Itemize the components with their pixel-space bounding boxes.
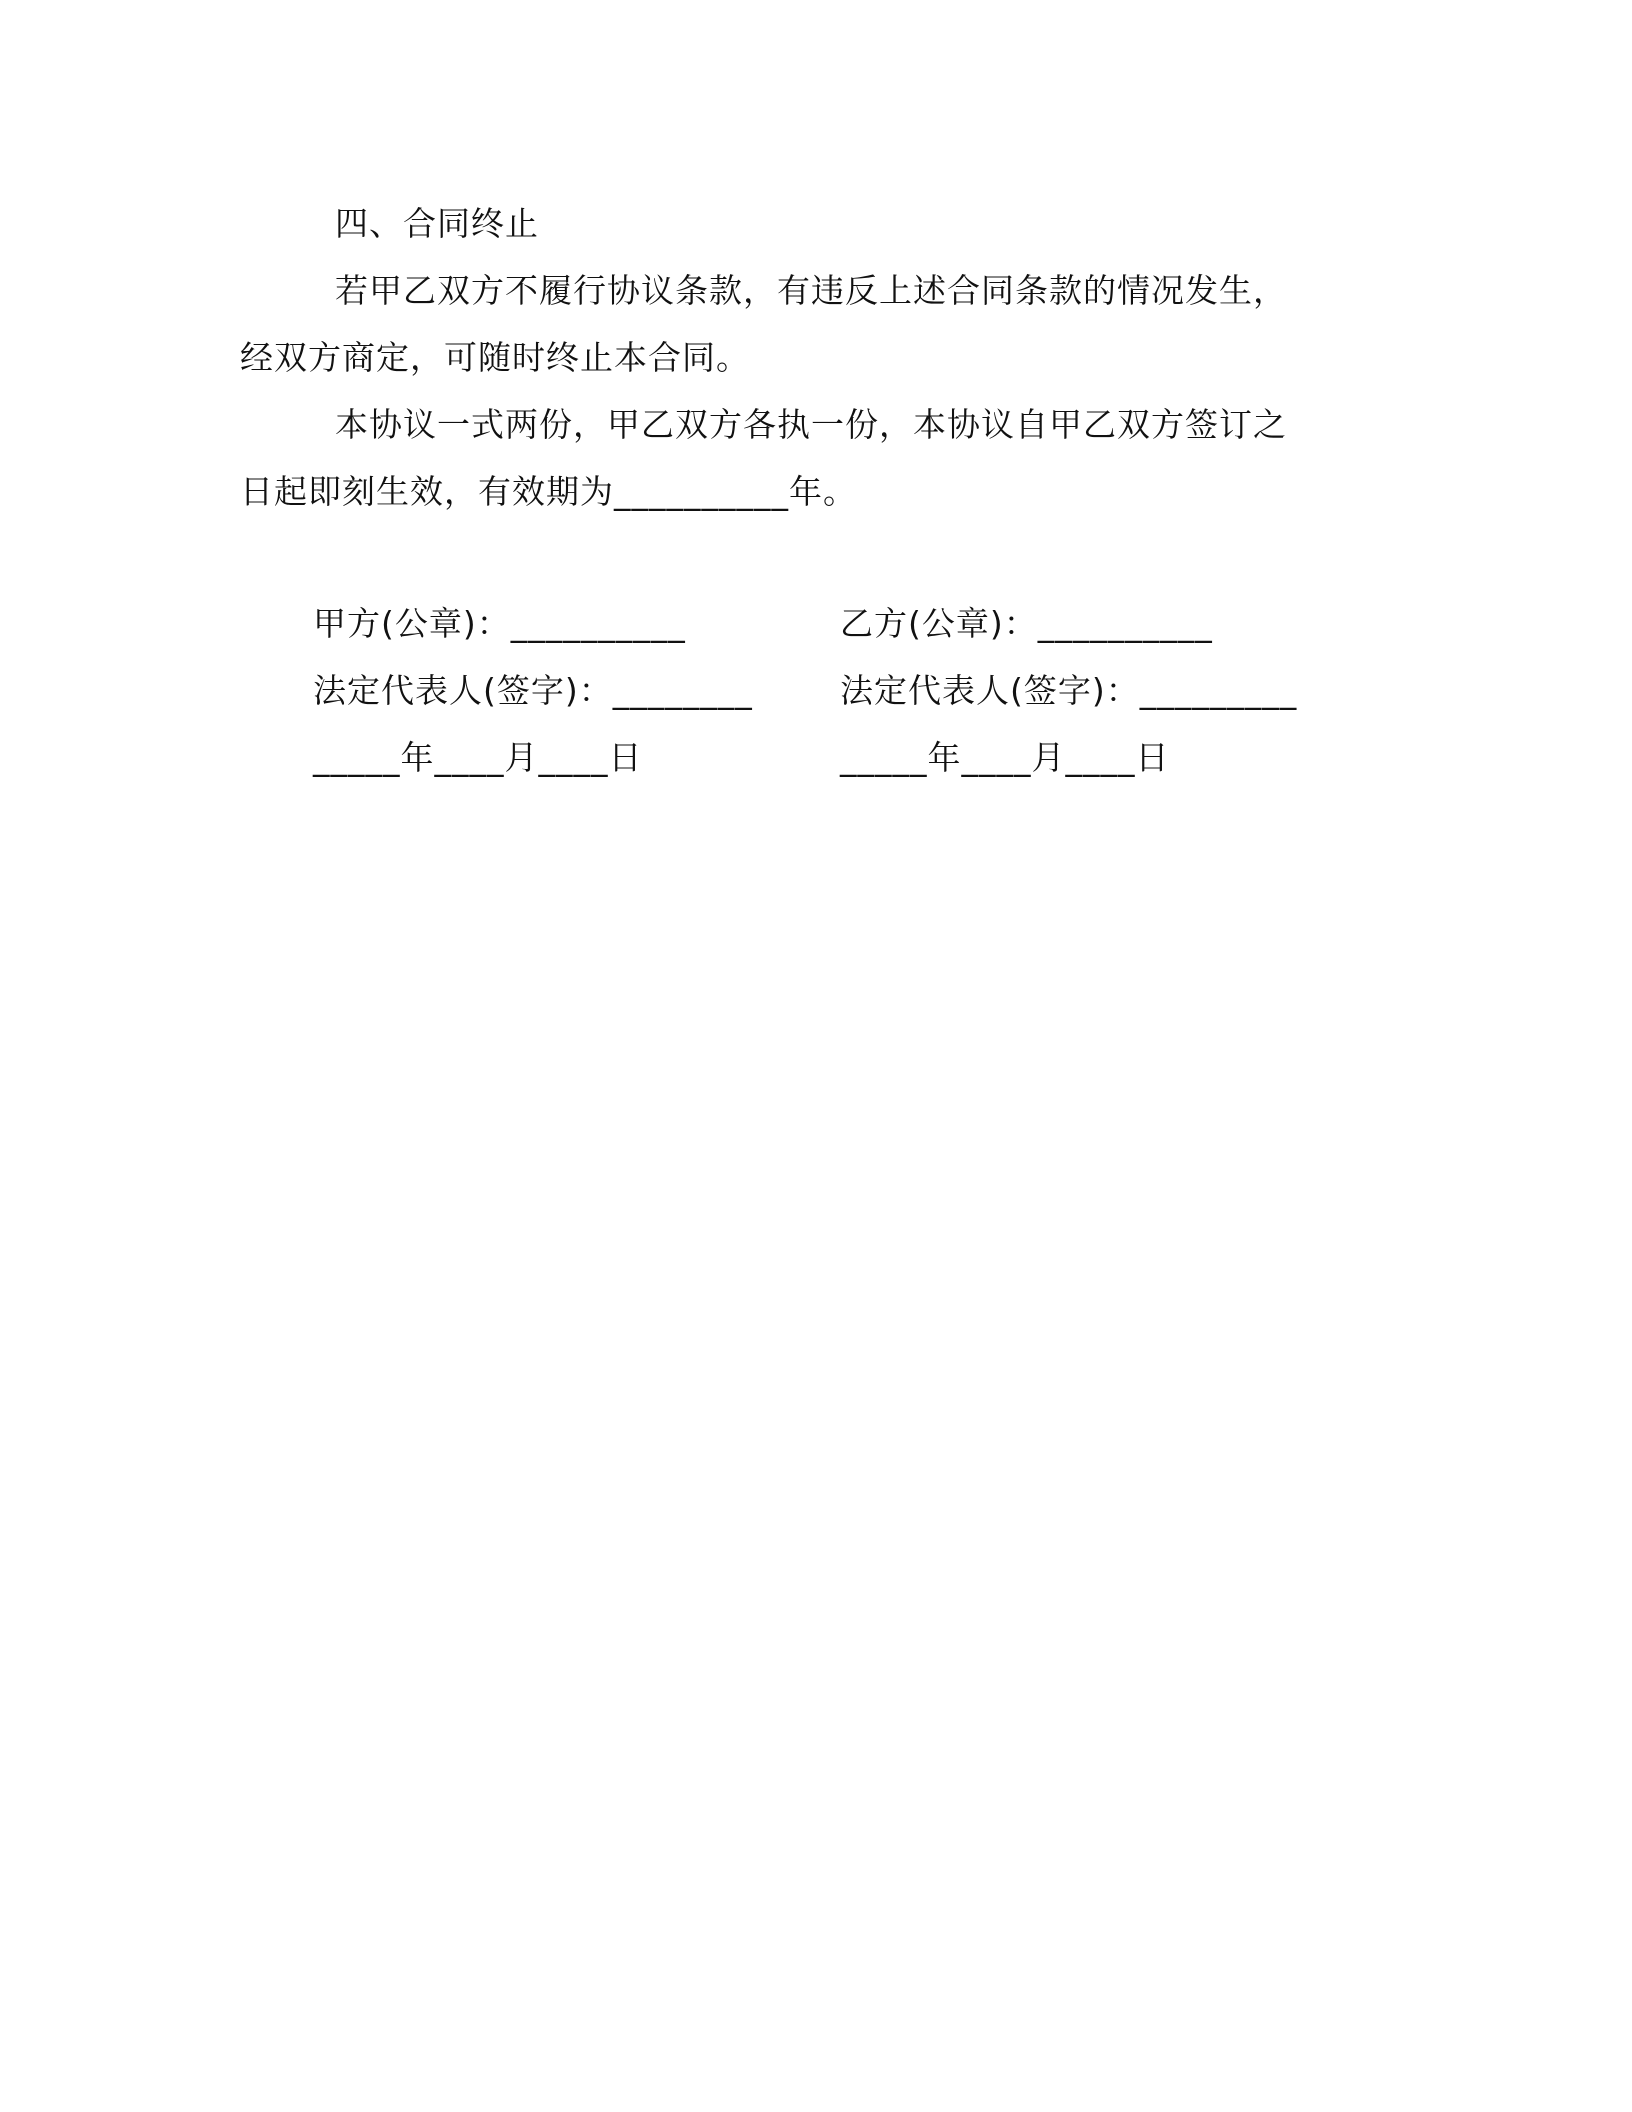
contract-body (240, 190, 1380, 525)
party-a-date-line: _____年____月____日 (313, 738, 643, 777)
party-b-date-line: _____年____月____日 (840, 738, 1170, 777)
section-heading: 四、合同终止 (335, 204, 539, 243)
party-a-representative-line: 法定代表人(签字)：________ (313, 671, 753, 710)
paragraph-2-line-1: 本协议一式两份，甲乙双方各执一份，本协议自甲乙双方签订之 (335, 405, 1287, 444)
paragraph-1-line-2: 经双方商定，可随时终止本合同。 (240, 338, 750, 377)
party-b-signature-block (840, 590, 1297, 791)
party-b-seal-line: 乙方(公章)：__________ (840, 604, 1213, 643)
paragraph-2-line-2: 日起即刻生效，有效期为__________年。 (240, 472, 857, 511)
party-a-seal-line: 甲方(公章)：__________ (313, 604, 686, 643)
party-a-signature-block (313, 590, 753, 791)
party-b-representative-line: 法定代表人(签字)：_________ (840, 671, 1298, 710)
paragraph-1-line-1: 若甲乙双方不履行协议条款，有违反上述合同条款的情况发生， (335, 271, 1287, 310)
